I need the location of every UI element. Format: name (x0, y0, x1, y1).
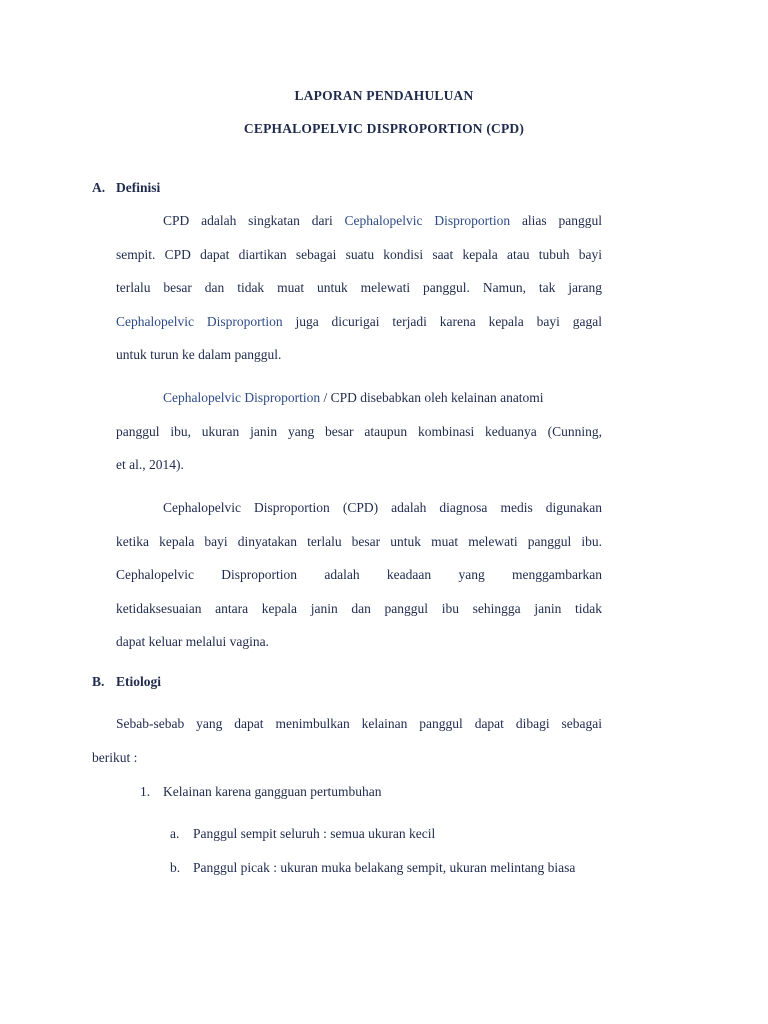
sub-item-marker: a. (170, 826, 180, 841)
sub-item-b (170, 858, 575, 878)
para2-line-1: Cephalopelvic Disproportion / CPD disebabkan oleh kelainan anatomi (163, 390, 544, 405)
section-a-heading (92, 180, 160, 196)
para3-line-4: ketidaksesuaian antara kepala janin dan panggul ibu sehingga janin tidak (116, 600, 602, 616)
sub-item-text: Panggul sempit seluruh : semua ukuran kecil (193, 826, 436, 841)
sub-item-marker: b. (170, 860, 181, 875)
para1-line-5: untuk turun ke dalam panggul. (116, 347, 282, 363)
cpd-term-link: Cephalopelvic Disproportion (116, 313, 283, 329)
definition-paragraph-2 (116, 388, 602, 489)
para3-line-2: ketika kepala bayi dinyatakan terlalu besar untuk muat melewati panggul ibu. (116, 533, 602, 549)
section-a-number: A. (92, 180, 106, 195)
document-subtitle: CEPHALOPELVIC DISPROPORTION (CPD) (243, 121, 525, 136)
para2-line-2: panggul ibu, ukuran janin yang besar ataupun kombinasi keduanya (Cunning, (116, 423, 602, 439)
list-number: 1. (140, 784, 151, 799)
etiology-intro-line-1: Sebab-sebab yang dapat menimbulkan kelainan panggul dapat dibagi sebagai (116, 716, 602, 731)
para3-line-1: Cephalopelvic Disproportion (CPD) adalah diagnosa medis digunakan (163, 500, 602, 515)
list-item-text: Kelainan karena gangguan pertumbuhan (163, 784, 382, 799)
section-b-title: Etiologi (116, 674, 162, 689)
definition-paragraph-3 (116, 498, 602, 666)
etiology-intro-line-2: berikut : (92, 750, 138, 765)
section-a-title: Definisi (116, 180, 161, 195)
para1-line-2: sempit. CPD dapat diartikan sebagai suatu kondisi saat kepala atau tubuh bayi (116, 246, 602, 262)
section-b-heading (92, 674, 161, 690)
cpd-term-link: Cephalopelvic Disproportion (344, 213, 511, 228)
sub-item-text: Panggul picak : ukuran muka belakang sempit, ukuran melintang biasa (193, 860, 576, 875)
para2-line-3: et al., 2014). (116, 457, 184, 473)
para3-line-3: Cephalopelvic Disproportion adalah keadaan yang menggambarkan (116, 567, 602, 583)
cpd-term-link: Cephalopelvic Disproportion (163, 390, 321, 405)
definition-paragraph-1 (116, 211, 602, 379)
document-title: LAPORAN PENDAHULUAN (294, 88, 474, 103)
para1-line-1: CPD adalah singkatan dari Cephalopelvic Disproportion alias panggul (163, 213, 603, 228)
section-b-number: B. (92, 674, 105, 689)
para1-line-4: Cephalopelvic Disproportion juga dicurigai terjadi karena kepala bayi gagal (116, 313, 602, 329)
list-item-1 (140, 782, 382, 802)
etiology-intro (116, 714, 602, 748)
para3-line-5: dapat keluar melalui vagina. (116, 634, 269, 650)
sub-item-a (170, 824, 435, 844)
para1-line-3: terlalu besar dan tidak muat untuk melewati panggul. Namun, tak jarang (116, 280, 602, 296)
